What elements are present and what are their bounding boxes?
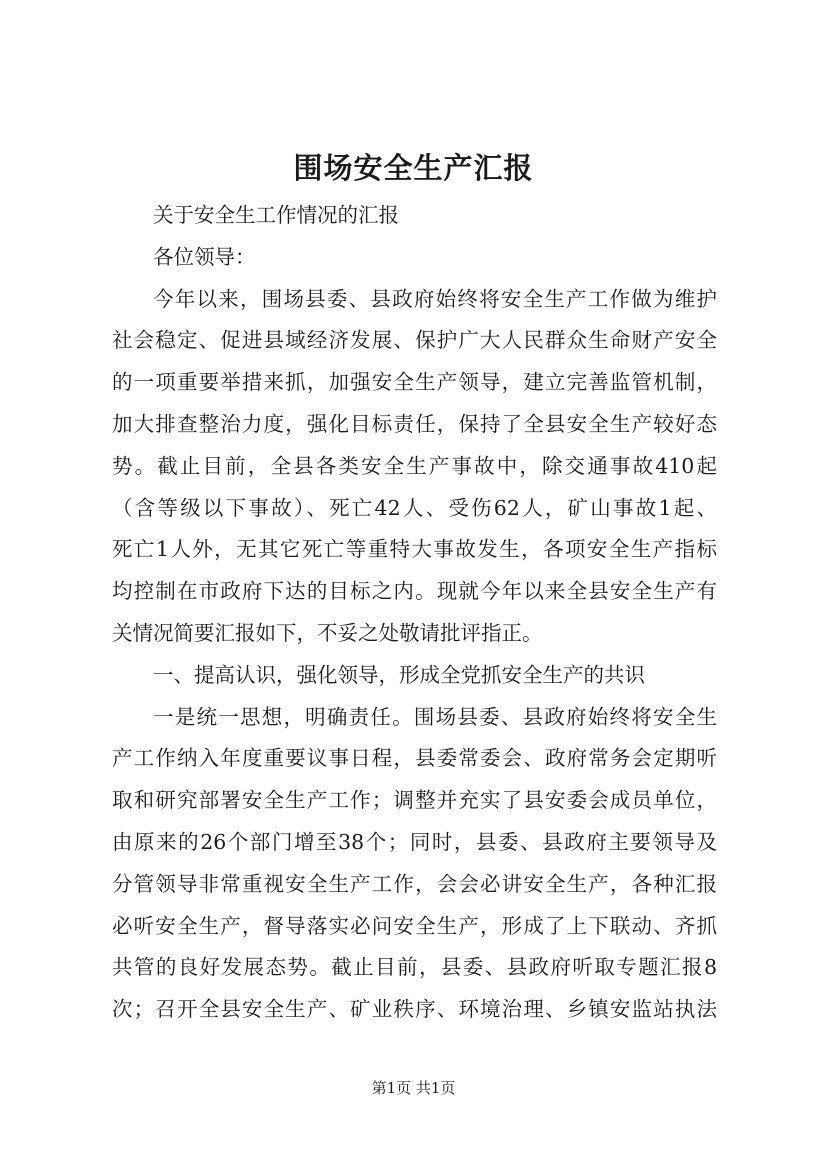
paragraph-line: 取和研究部署安全生产工作；调整并充实了县安委会成员单位， [112, 788, 717, 813]
paragraph-line: 的一项重要举措来抓，加强安全生产领导，建立完善监管机制， [112, 370, 717, 395]
paragraph-line: 共管的良好发展态势。截止目前，县委、县政府听取专题汇报8 [112, 955, 717, 980]
salutation-line: 各位领导： [153, 244, 256, 269]
paragraph-line: 均控制在市政府下达的目标之内。现就今年以来全县安全生产有 [112, 579, 717, 604]
paragraph-line: 死亡1人外，无其它死亡等重特大事故发生，各项安全生产指标 [112, 537, 717, 562]
paragraph-line: 次；召开全县安全生产、矿业秩序、环境治理、乡镇安监站执法 [112, 997, 717, 1022]
paragraph-line: （含等级以下事故）、死亡42人、受伤62人，矿山事故1起、 [112, 495, 717, 520]
paragraph-line: 必听安全生产，督导落实必问安全生产，形成了上下联动、齐抓 [112, 913, 717, 938]
document-body [112, 195, 717, 1031]
paragraph-line: 势。截止目前，全县各类安全生产事故中，除交通事故410起 [112, 453, 717, 478]
section-heading: 一、提高认识，强化领导，形成全党抓安全生产的共识 [153, 662, 645, 687]
paragraph-line: 一是统一思想，明确责任。围场县委、县政府始终将安全生 [153, 704, 717, 729]
paragraph-line: 分管领导非常重视安全生产工作，会会必讲安全生产，各种汇报 [112, 871, 717, 896]
subtitle-line: 关于安全生工作情况的汇报 [153, 203, 399, 227]
paragraph-line: 由原来的26个部门增至38个；同时，县委、县政府主要领导及 [112, 829, 717, 854]
paragraph-line: 产工作纳入年度重要议事日程，县委常委会、政府常务会定期听 [112, 746, 717, 771]
page-footer: 第1页 共1页 [371, 1079, 456, 1097]
document-title: 围场安全生产汇报 [293, 151, 534, 185]
paragraph-line: 关情况简要汇报如下，不妥之处敬请批评指正。 [112, 620, 543, 645]
paragraph-line: 社会稳定、促进县域经济发展、保护广大人民群众生命财产安全 [112, 328, 717, 353]
paragraph-line: 今年以来，围场县委、县政府始终将安全生产工作做为维护 [153, 286, 717, 311]
paragraph-line: 加大排查整治力度，强化目标责任，保持了全县安全生产较好态 [112, 411, 717, 436]
